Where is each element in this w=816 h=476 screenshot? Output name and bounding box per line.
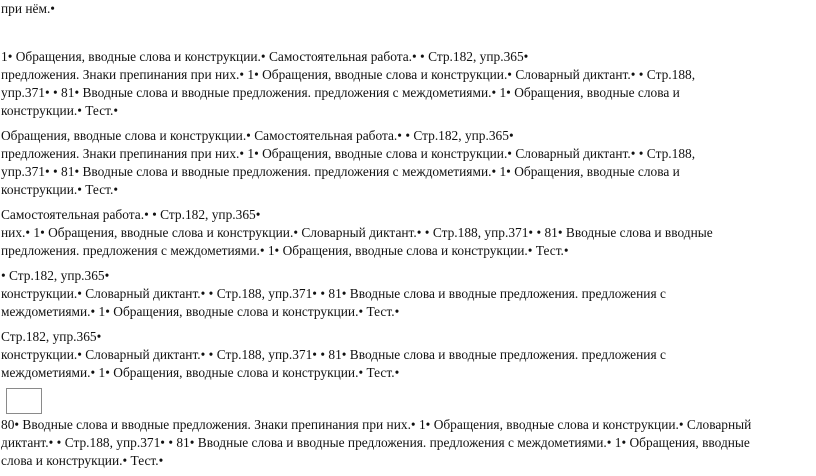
text-line: междометиями.• 1• Обращения, вводные слова и конструкции.• Тест.• [1, 365, 400, 380]
text-line: диктант.• • Стр.188, упр.371• • 81• Вводные слова и вводные предложения. предложения с междометиями.• 1• Обращения, вводные [1, 435, 750, 450]
text-line: них.• 1• Обращения, вводные слова и конструкции.• Словарный диктант.• • Стр.188, упр.371• • 81• Вводные слова и вводные [1, 225, 713, 240]
text-line: предложения. Знаки препинания при них.• 1• Обращения, вводные слова и конструкции.• Словарный диктант.• • Стр.188, [1, 67, 696, 82]
text-line: предложения. предложения с междометиями.• 1• Обращения, вводные слова и конструкции.• Тест.• [1, 243, 569, 258]
text-line: 80• Вводные слова и вводные предложения. Знаки препинания при них.• 1• Обращения, вводные слова и конструкции.• Словарный [1, 417, 752, 432]
text-line: упр.371• • 81• Вводные слова и вводные предложения. предложения с междометиями.• 1• Обращения, вводные слова и [1, 164, 680, 179]
text-line: предложения. Знаки препинания при них.• 1• Обращения, вводные слова и конструкции.• Словарный диктант.• • Стр.188, [1, 146, 696, 161]
text-line: конструкции.• Тест.• [1, 103, 119, 118]
empty-frame-box [6, 388, 42, 414]
text-line: Обращения, вводные слова и конструкции.• Самостоятельная работа.• • Стр.182, упр.365• [1, 128, 514, 143]
text-line: конструкции.• Словарный диктант.• • Стр.188, упр.371• • 81• Вводные слова и вводные предложения. предложения с [1, 286, 666, 301]
text-line: конструкции.• Тест.• [1, 182, 119, 197]
text-line: междометиями.• 1• Обращения, вводные слова и конструкции.• Тест.• [1, 304, 400, 319]
text-line: конструкции.• Словарный диктант.• • Стр.188, упр.371• • 81• Вводные слова и вводные предложения. предложения с [1, 347, 666, 362]
text-line: слова и конструкции.• Тест.• [1, 453, 164, 468]
text-line: упр.371• • 81• Вводные слова и вводные предложения. предложения с междометиями.• 1• Обращения, вводные слова и [1, 85, 680, 100]
text-line: при нём.• [1, 1, 55, 16]
text-line: Стр.182, упр.365• [1, 329, 102, 344]
text-line: Самостоятельная работа.• • Стр.182, упр.365• [1, 207, 261, 222]
text-line: • Стр.182, упр.365• [1, 268, 110, 283]
text-line: 1• Обращения, вводные слова и конструкции.• Самостоятельная работа.• • Стр.182, упр.365• [1, 49, 529, 64]
